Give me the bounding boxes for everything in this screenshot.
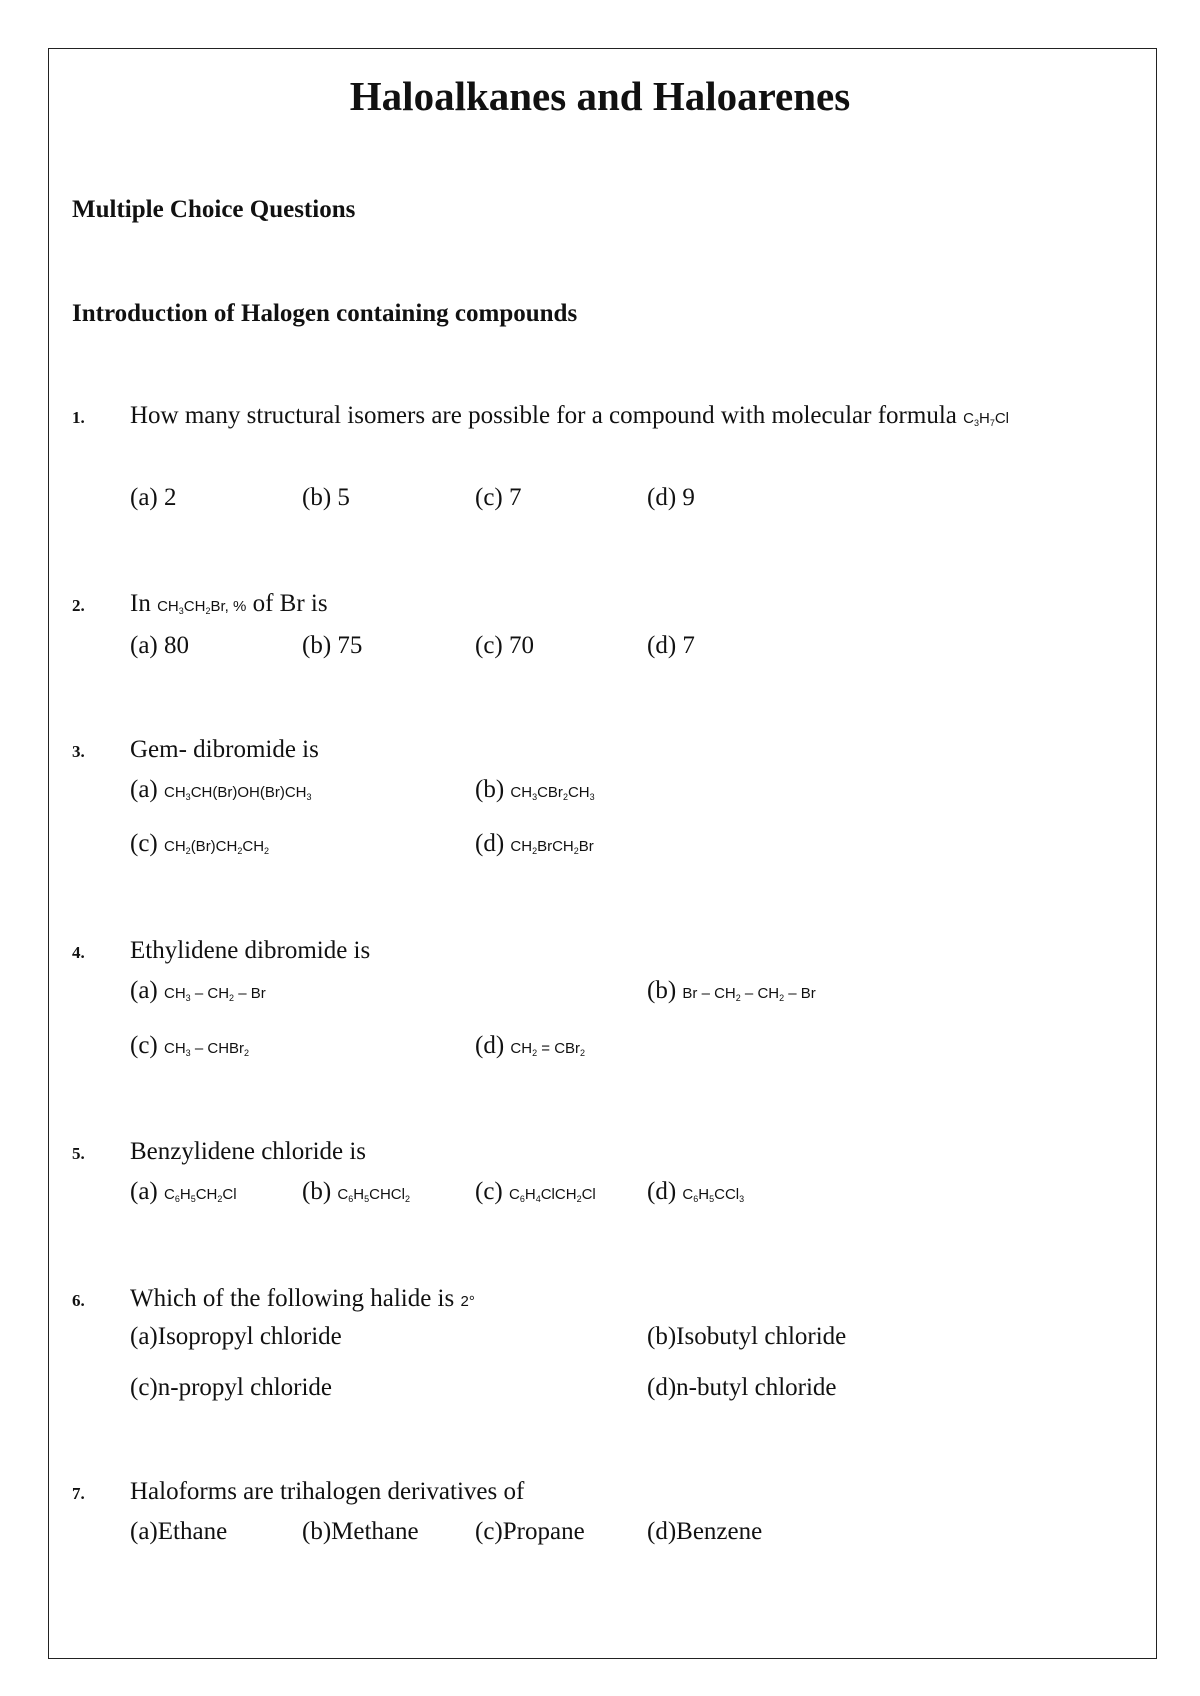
question-text: In $CH_3CH_2Br$, % of Br is (130, 590, 328, 617)
option-c: (c) 70 (475, 632, 534, 659)
option-a: (a) 80 (130, 632, 189, 659)
option-a: (a)Ethane (130, 1518, 228, 1545)
option-c: (c)Propane (475, 1518, 585, 1545)
option-c: (c)n-propyl chloride (130, 1374, 333, 1401)
question-number: 3. (72, 742, 85, 761)
question-number: 5. (72, 1144, 85, 1163)
option-c: (c) 7 (475, 484, 522, 511)
option-a: (a) $CH_3CH(Br)OH(Br)CH_3$ (130, 776, 312, 803)
option-d: (d)n-butyl chloride (647, 1374, 837, 1401)
question-text: Benzylidene chloride is (130, 1138, 367, 1165)
question-text: Ethylidene dibromide is (130, 937, 371, 964)
option-b: (b) $CH_3CBr_2CH_3$ (475, 776, 595, 803)
option-c: (c) $CH_2(Br)CH_2CH_2$ (130, 830, 270, 857)
question-number: 7. (72, 1484, 85, 1503)
option-b: (b) 75 (302, 632, 363, 659)
option-b: (b) Br – $CH_2 - CH_2$ – Br (647, 977, 816, 1004)
option-d: (d) $C_6H_5CCl_3$ (647, 1178, 745, 1205)
option-c: (c) $CH_3$ – CHBr$_2$ (130, 1032, 250, 1059)
option-a: (a)Isopropyl chloride (130, 1323, 342, 1350)
option-d: (d) 7 (647, 632, 695, 659)
option-d: (d) $CH_2 = CBr_2$ (475, 1032, 586, 1059)
option-a: (a) $C_6H_5CH_2Cl$ (130, 1178, 237, 1205)
section-heading: Multiple Choice Questions (72, 196, 356, 223)
formula: $CH_3CH_2Br$, % (157, 598, 247, 616)
option-a: (a) $CH_3 - CH_2$ – Br (130, 977, 266, 1004)
option-a: (a) 2 (130, 484, 177, 511)
question-text: Haloforms are trihalogen derivatives of (130, 1478, 525, 1505)
question-text: Gem- dibromide is (130, 736, 319, 763)
option-d: (d)Benzene (647, 1518, 763, 1545)
question-number: 6. (72, 1291, 85, 1310)
question-number: 2. (72, 596, 85, 615)
option-b: (b) $C_6H_5CHCl_2$ (302, 1178, 410, 1205)
page-title: Haloalkanes and Haloarenes (349, 73, 851, 119)
subsection-heading: Introduction of Halogen containing compounds (72, 300, 578, 327)
question-number: 4. (72, 943, 85, 962)
formula: $C_3H_7Cl$ (963, 410, 1010, 428)
option-b: (b)Isobutyl chloride (647, 1323, 847, 1350)
option-d: (d) $CH_2BrCH_2Br$ (475, 830, 594, 857)
question-stem: How many structural isomers are possible for a compound with molecular formula (130, 402, 957, 429)
question-number: 1. (72, 408, 85, 427)
formula: 2° (460, 1293, 475, 1310)
question-text: Which of the following halide is 2° (130, 1285, 475, 1312)
option-b: (b)Methane (302, 1518, 419, 1545)
option-c: (c) $C_6H_4ClCH_2Cl$ (475, 1178, 596, 1205)
option-b: (b) 5 (302, 484, 350, 511)
option-d: (d) 9 (647, 484, 695, 511)
question-text (130, 402, 1009, 430)
